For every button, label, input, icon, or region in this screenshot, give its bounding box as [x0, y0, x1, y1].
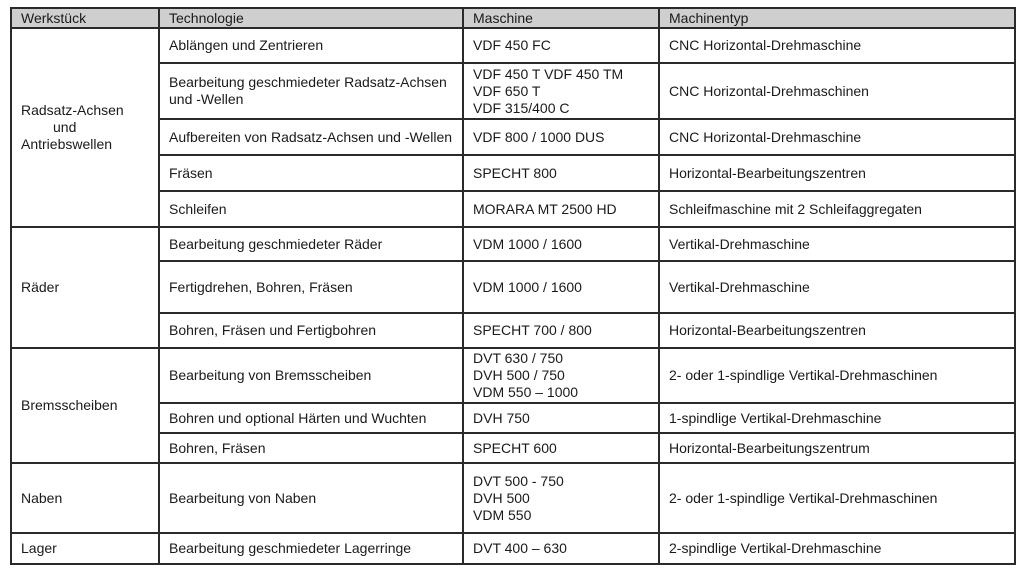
werkstueck-line: Bremsscheiben	[21, 397, 118, 413]
werkstueck-cell	[11, 28, 159, 227]
werkstueck-cell	[11, 227, 159, 348]
werkstueck-cell	[11, 533, 159, 564]
technologie-cell: Bearbeitung von Naben	[159, 463, 463, 533]
table-row	[11, 533, 1015, 564]
technologie-cell: Ablängen und Zentrieren	[159, 28, 463, 63]
technologie-cell: Bearbeitung geschmiedeter Radsatz-Achsen und -Wellen	[159, 63, 463, 119]
maschine-line: VDF 315/400 C	[473, 99, 570, 116]
maschine-cell	[463, 28, 659, 63]
maschine-line: VDF 650 T	[473, 82, 541, 99]
maschine-cell	[463, 533, 659, 564]
werkstueck-line: Antriebswellen	[21, 136, 113, 152]
werkstueck-line: Radsatz-Achsen	[21, 102, 124, 118]
maschine-cell	[463, 155, 659, 191]
table-row	[11, 348, 1015, 403]
technologie-cell: Bohren, Fräsen und Fertigbohren	[159, 313, 463, 348]
machinentyp-cell: 2-spindlige Vertikal-Drehmaschine	[659, 533, 1015, 564]
machinentyp-cell: Horizontal-Bearbeitungszentrum	[659, 433, 1015, 463]
machinentyp-cell: 1-spindlige Vertikal-Drehmaschine	[659, 403, 1015, 433]
header-machinentyp: Machinentyp	[659, 8, 1015, 28]
machinentyp-cell: Vertikal-Drehmaschine	[659, 227, 1015, 261]
maschine-cell	[463, 119, 659, 155]
table-row	[11, 261, 1015, 313]
werkstueck-line: Lager	[21, 540, 57, 556]
maschine-line: SPECHT 600	[473, 439, 557, 456]
werkstueck-line: Naben	[21, 489, 63, 506]
technologie-cell: Fertigdrehen, Bohren, Fräsen	[159, 261, 463, 313]
table-row	[11, 191, 1015, 227]
machinentyp-cell: CNC Horizontal-Drehmaschine	[659, 28, 1015, 63]
technologie-cell: Aufbereiten von Radsatz-Achsen und -Wellen	[159, 119, 463, 155]
table-row	[11, 463, 1015, 533]
machinentyp-cell: 2- oder 1-spindlige Vertikal-Drehmaschinen	[659, 463, 1015, 533]
maschine-cell	[463, 403, 659, 433]
maschine-line: DVT 630 / 750	[473, 350, 564, 366]
technologie-cell: Bearbeitung geschmiedeter Lagerringe	[159, 533, 463, 564]
maschine-line: VDF 450 T VDF 450 TM	[473, 65, 624, 82]
maschine-line: SPECHT 700 / 800	[473, 322, 592, 338]
technologie-cell: Schleifen	[159, 191, 463, 227]
maschine-cell	[463, 227, 659, 261]
technologie-cell: Fräsen	[159, 155, 463, 191]
werkstueck-cell	[11, 348, 159, 463]
machinentyp-cell: 2- oder 1-spindlige Vertikal-Drehmaschinen	[659, 348, 1015, 403]
table-row	[11, 433, 1015, 463]
werkstueck-cell	[11, 463, 159, 533]
machinentyp-cell: Schleifmaschine mit 2 Schleifaggregaten	[659, 191, 1015, 227]
table-row	[11, 119, 1015, 155]
maschine-line: VDM 1000 / 1600	[473, 235, 582, 252]
technologie-cell: Bearbeitung geschmiedeter Räder	[159, 227, 463, 261]
machine-table	[10, 7, 1016, 565]
maschine-line: SPECHT 800	[473, 164, 557, 181]
header-maschine: Maschine	[463, 8, 659, 28]
technologie-cell: Bearbeitung von Bremsscheiben	[159, 348, 463, 403]
maschine-cell	[463, 191, 659, 227]
maschine-cell	[463, 463, 659, 533]
maschine-line: DVH 500	[473, 489, 530, 506]
machinentyp-cell: Horizontal-Bearbeitungszentren	[659, 155, 1015, 191]
header-technologie: Technologie	[159, 8, 463, 28]
maschine-line: VDF 800 / 1000 DUS	[473, 128, 605, 145]
maschine-line: DVH 750	[473, 409, 530, 426]
werkstueck-line: und	[53, 119, 77, 135]
machinentyp-cell: Horizontal-Bearbeitungszentren	[659, 313, 1015, 348]
machinentyp-cell: CNC Horizontal-Drehmaschinen	[659, 63, 1015, 119]
table-row	[11, 227, 1015, 261]
machinentyp-cell: CNC Horizontal-Drehmaschine	[659, 119, 1015, 155]
maschine-line: DVH 500 / 750	[473, 367, 565, 383]
maschine-line: VDF 450 FC	[473, 37, 551, 53]
maschine-line: DVT 400 – 630	[473, 540, 567, 556]
maschine-cell	[463, 433, 659, 463]
werkstueck-line: Räder	[21, 279, 60, 295]
maschine-line: MORARA MT 2500 HD	[473, 200, 617, 217]
table-row	[11, 313, 1015, 348]
table-row	[11, 155, 1015, 191]
maschine-line: VDM 550 – 1000	[473, 384, 579, 400]
header-werkstueck: Werkstück	[11, 8, 159, 28]
table-row	[11, 403, 1015, 433]
maschine-cell	[463, 313, 659, 348]
table-row	[11, 28, 1015, 63]
maschine-line: VDM 550	[473, 506, 532, 523]
header-row	[11, 8, 1015, 28]
maschine-cell	[463, 348, 659, 403]
machinentyp-cell: Vertikal-Drehmaschine	[659, 261, 1015, 313]
maschine-line: VDM 1000 / 1600	[473, 278, 582, 295]
maschine-cell	[463, 63, 659, 119]
table-row	[11, 63, 1015, 119]
technologie-cell: Bohren und optional Härten und Wuchten	[159, 403, 463, 433]
technologie-cell: Bohren, Fräsen	[159, 433, 463, 463]
maschine-line: DVT 500 - 750	[473, 472, 564, 489]
maschine-cell	[463, 261, 659, 313]
